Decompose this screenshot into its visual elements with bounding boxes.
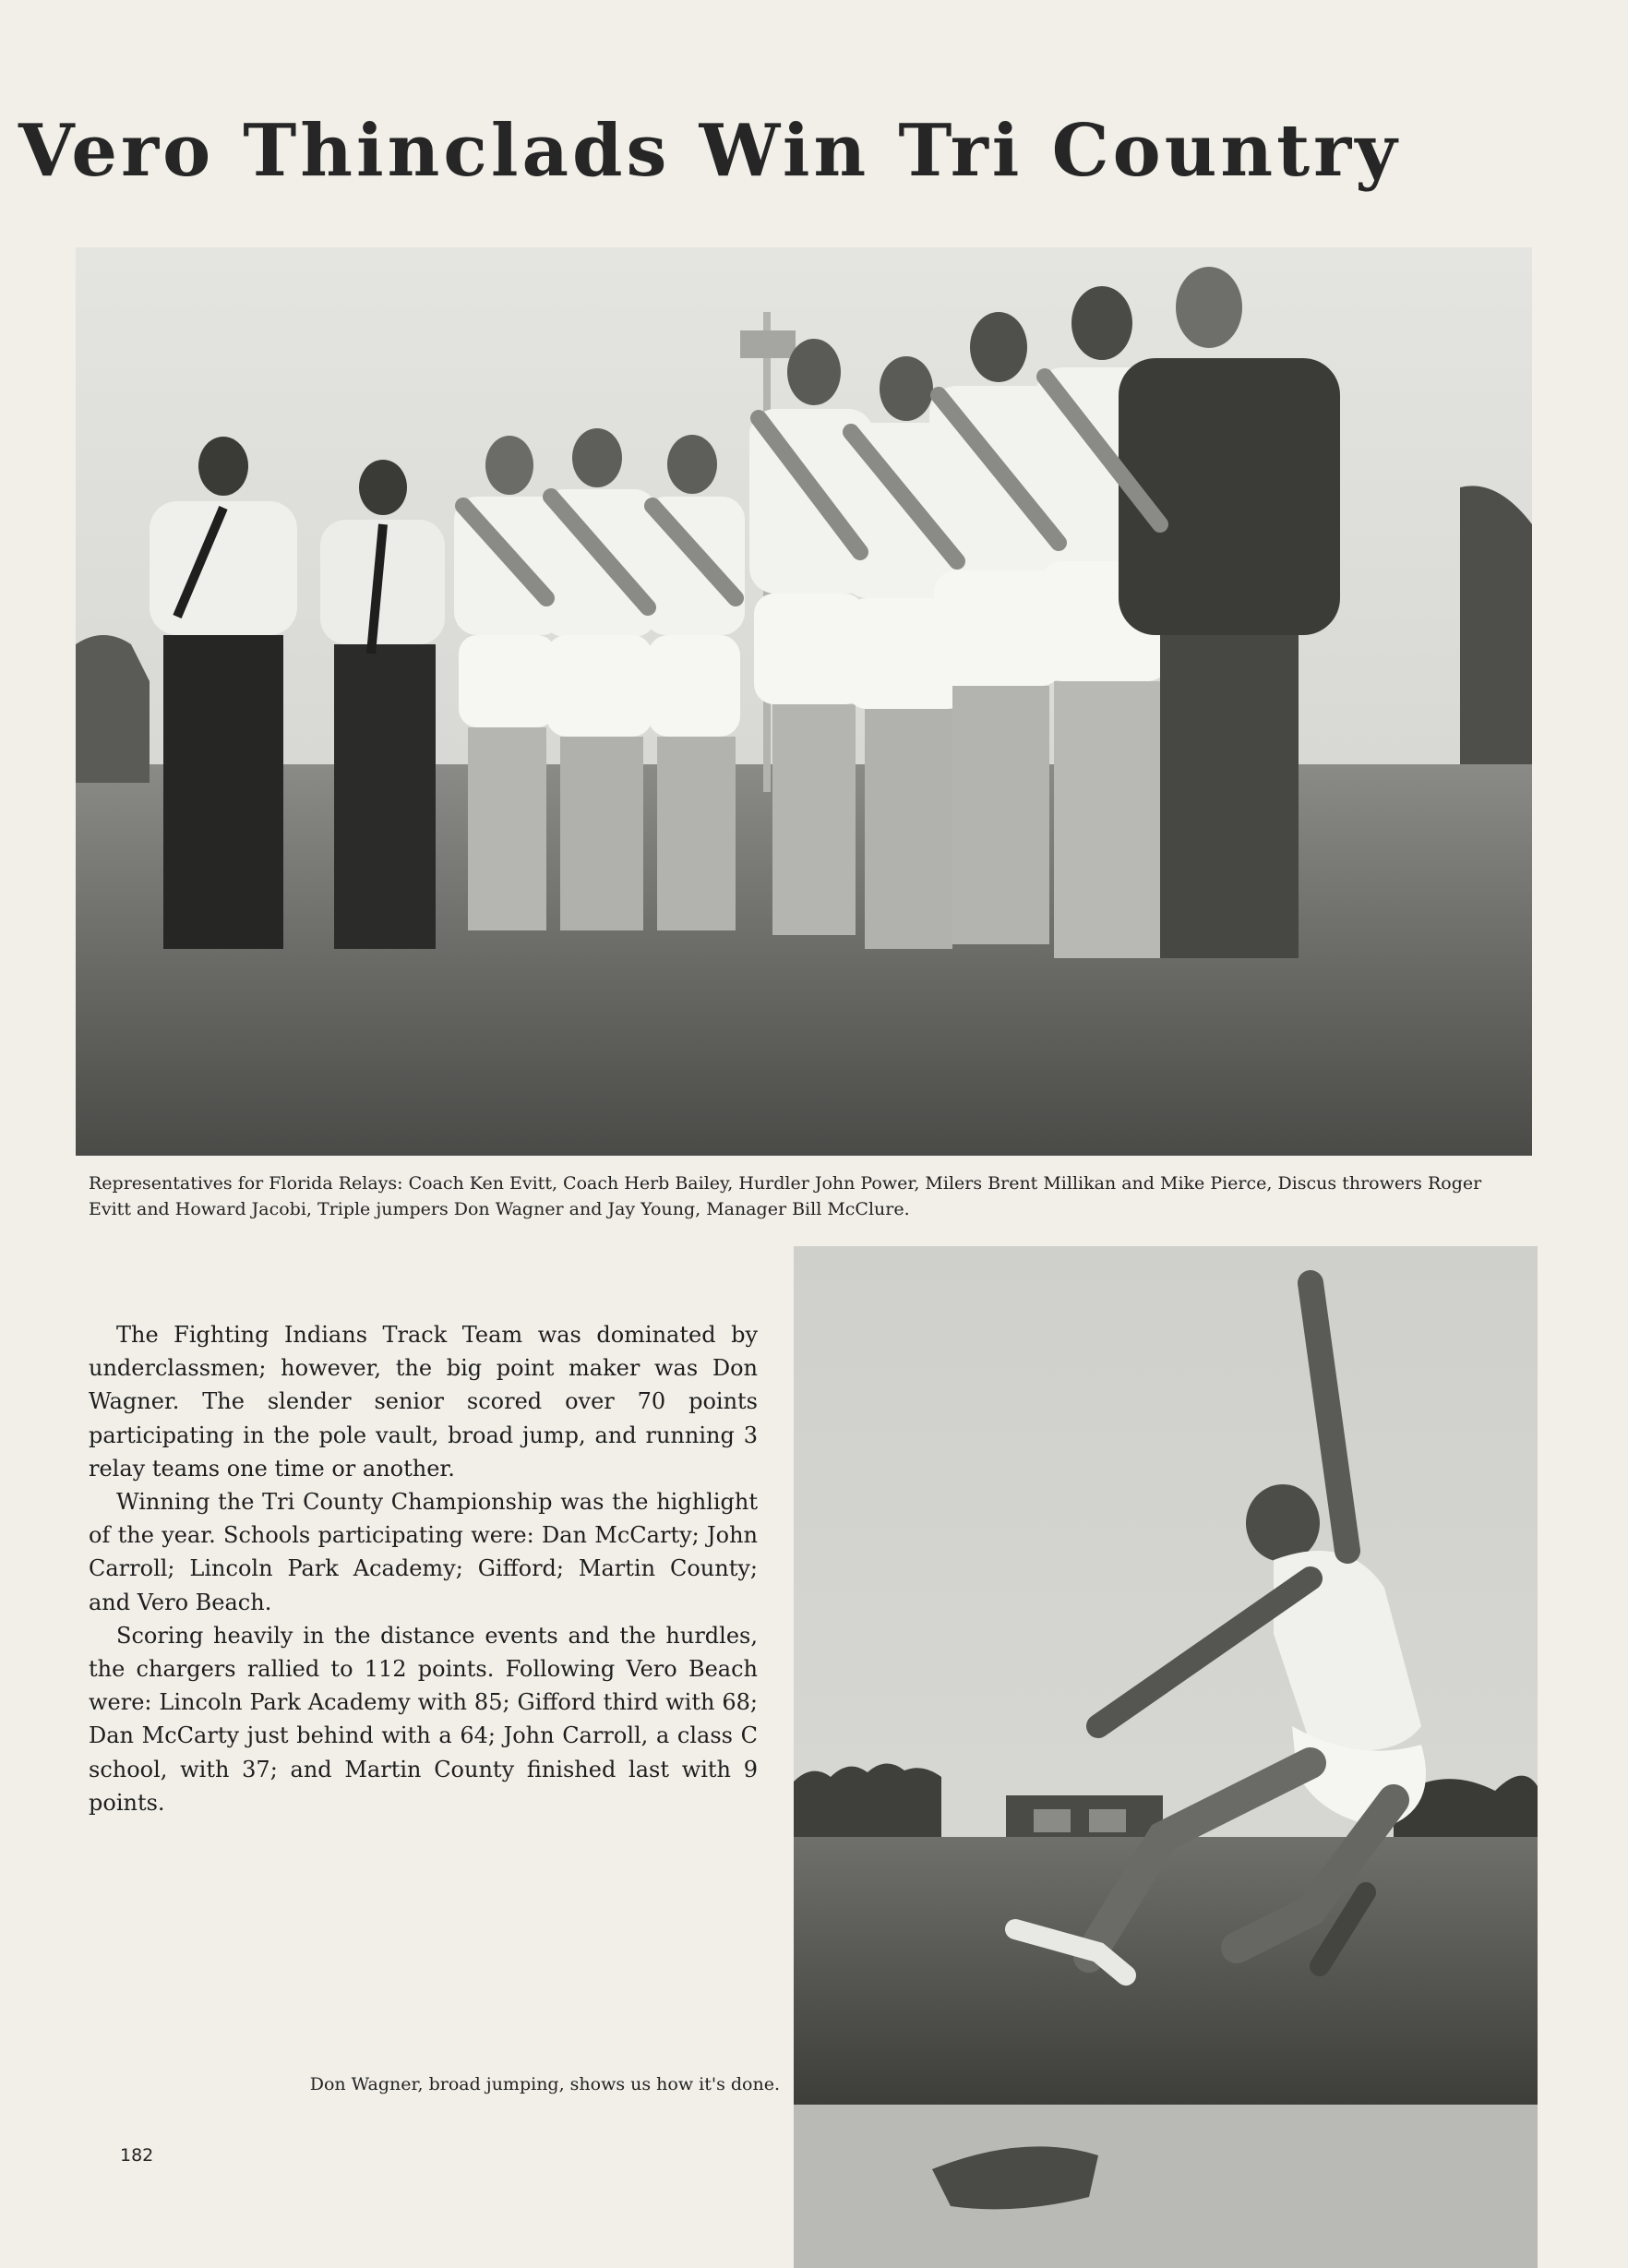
page-title: Vero Thinclads Win Tri Country [18,109,1401,193]
team-photo [76,247,1532,1156]
broad-jump-photo [794,1246,1538,2268]
broad-jump-photo-image [794,1246,1538,2268]
team-photo-image [76,247,1532,1156]
article-paragraph: Winning the Tri County Championship was the highlight of the year. Schools participating were: Dan McCarty; John Carroll; Lincoln Park Academy; Gifford; Martin County; and Vero Beach. [89,1489,758,1615]
team-photo-caption: Representatives for Florida Relays: Coach Ken Evitt, Coach Herb Bailey, Hurdler John Power, Milers Brent Millikan and Mike Pierce, Discus throwers Roger Evitt and Howard Jacobi, Triple jumpers Don Wagner and Jay Young, Manager Bill McClure. [89,1173,1482,1219]
page-number: 182 [120,2145,154,2166]
broad-jump-caption: Don Wagner, broad jumping, shows us how it's done. [309,2074,780,2094]
article-body [89,1318,758,1819]
article-paragraph: Scoring heavily in the distance events and the hurdles, the chargers rallied to 112 points. Following Vero Beach were: Lincoln Park Academy with 85; Gifford third with 68; Dan McCarty just behind with a 64; John Carroll, a class C school, with 37; and Martin County finished last with 9 points. [89,1622,758,1816]
article-paragraph: The Fighting Indians Track Team was dominated by underclassmen; however, the big point maker was Don Wagner. The slender senior scored over 70 points participating in the pole vault, broad jump, and running 3 relay teams one time or another. [89,1322,758,1482]
